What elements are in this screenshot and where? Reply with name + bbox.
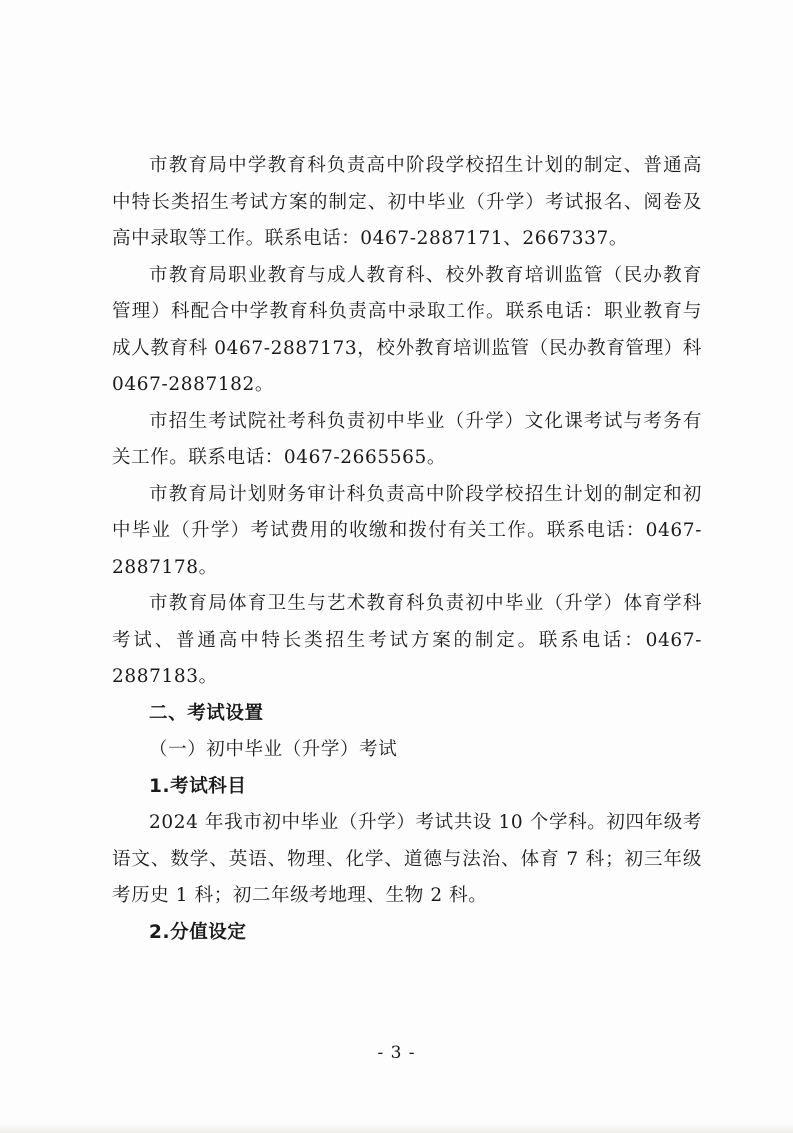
- paragraph-middle-school-section: 市教育局中学教育科负责高中阶段学校招生计划的制定、普通高中特长类招生考试方案的制定、初中毕业（升学）考试报名、阅卷及高中录取等工作。联系电话：0467-2887171、2667337。: [112, 155, 702, 249]
- paragraph-finance-section: 市教育局计划财务审计科负责高中阶段学校招生计划的制定和初中毕业（升学）考试费用的收缴和拨付有关工作。联系电话：0467-2887178。: [112, 483, 702, 578]
- document-body: [112, 148, 702, 951]
- paragraph-exam-institute: 市招生考试院社考科负责初中毕业（升学）文化课考试与考务有关工作。联系电话：0467-2665565。: [112, 410, 702, 468]
- item-heading-score-settings: 2.分值设定: [149, 921, 247, 943]
- paragraph-exam-subjects: 2024 年我市初中毕业（升学）考试共设 10 个学科。初四年级考语文、数学、英语、物理、化学、道德与法治、体育 7 科；初三年级考历史 1 科；初二年级考地理、生物 2 科。: [112, 812, 702, 906]
- scan-edge-shade: [0, 1123, 793, 1133]
- paragraph-sports-arts-section: 市教育局体育卫生与艺术教育科负责初中毕业（升学）体育学科考试、普通高中特长类招生考试方案的制定。联系电话：0467-2887183。: [112, 593, 702, 687]
- section-heading-exam-settings: 二、考试设置: [149, 702, 264, 724]
- item-heading-exam-subjects: 1.考试科目: [149, 775, 247, 797]
- page-number: - 3 -: [377, 1043, 416, 1063]
- subsection-heading-graduation-exam: （一）初中毕业（升学）考试: [149, 739, 398, 760]
- paragraph-vocational-section: 市教育局职业教育与成人教育科、校外教育培训监管（民办教育管理）科配合中学教育科负责高中录取工作。联系电话：职业教育与成人教育科 0467-2887173，校外教育培训监管（民办教育管理）科 0467-2887182。: [112, 264, 702, 395]
